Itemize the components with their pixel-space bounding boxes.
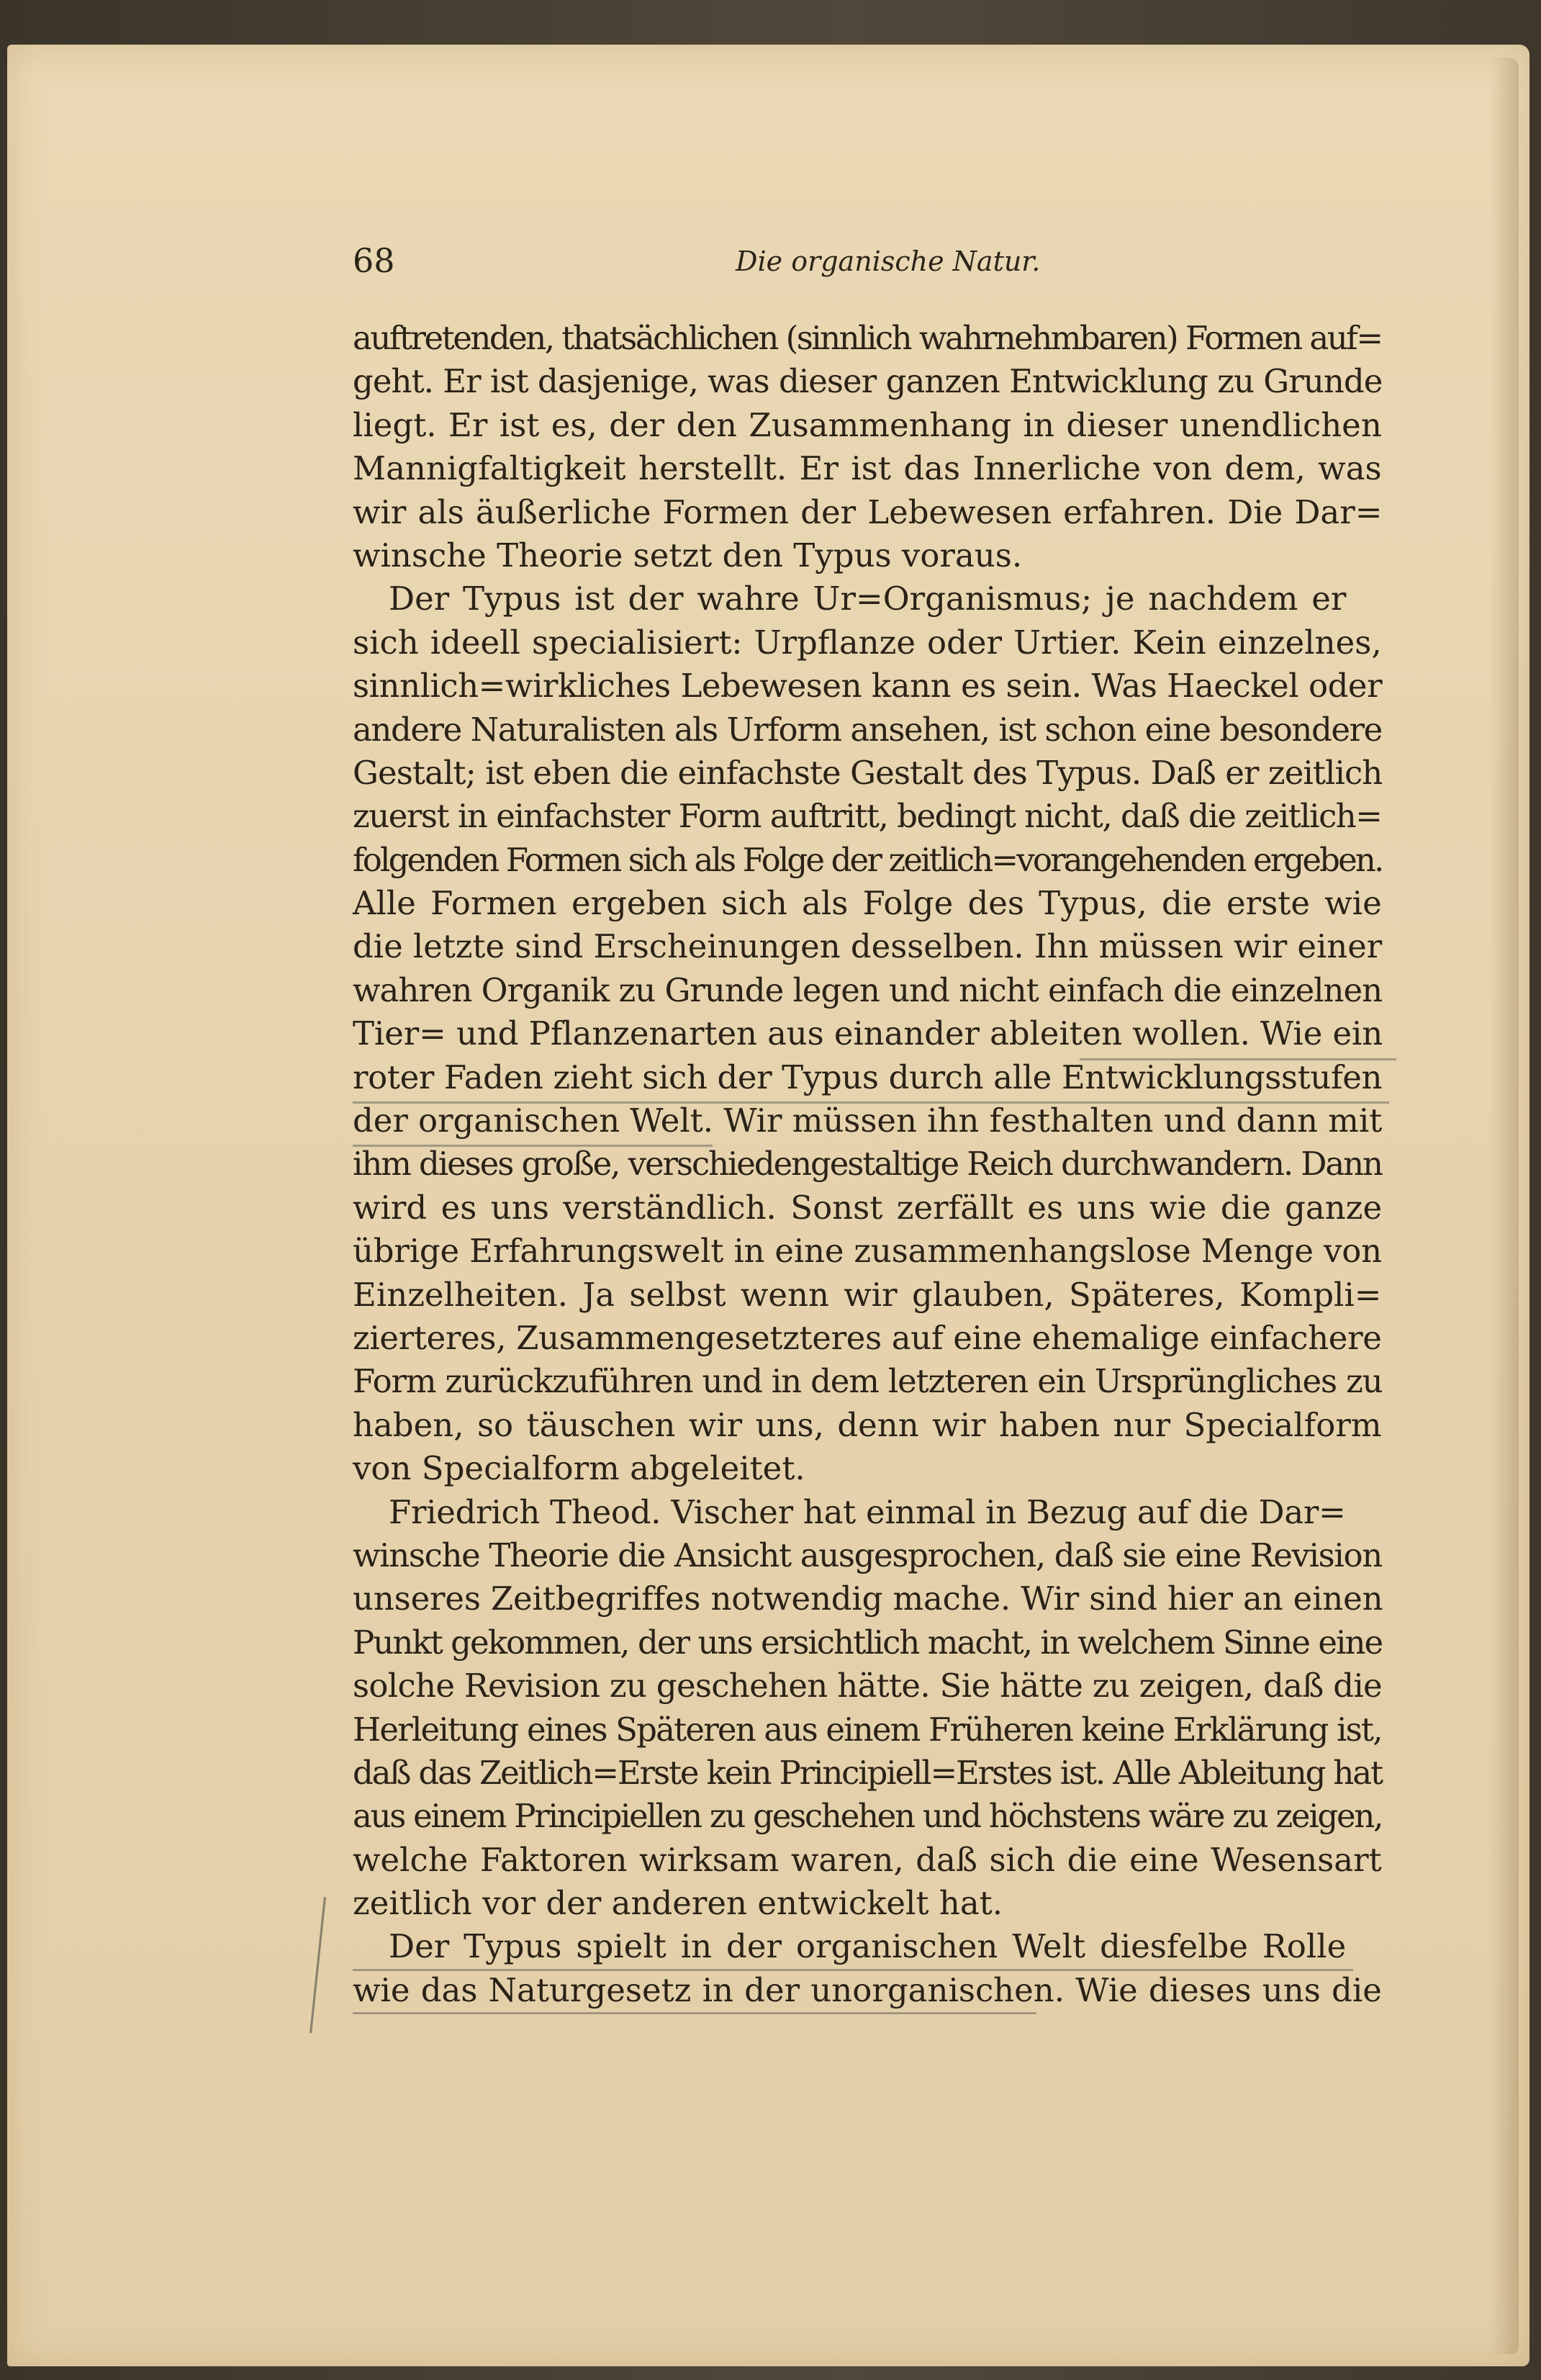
text-line: Mannigfaltigkeit herstellt. Er ist das Innerliche von dem, was [353, 449, 1382, 488]
text-line: übrige Erfahrungswelt in eine zusammenhangslose Menge von [353, 1232, 1382, 1271]
text-line: geht. Er ist dasjenige, was dieser ganzen Entwicklung zu Grunde [353, 362, 1383, 401]
text-line: wie das Naturgesetz in der unorganischen. Wie dieses uns die [353, 1970, 1382, 2009]
text-line: Einzelheiten. Ja selbst wenn wir glauben, Späteres, Kompli= [353, 1275, 1382, 1314]
text-line: Tier= und Pflanzenarten aus einander ableiten wollen. Wie ein [353, 1014, 1383, 1053]
page-header [353, 241, 1396, 292]
text-line: zeitlich vor der anderen entwickelt hat. [353, 1884, 1003, 1923]
text-line: von Specialform abgeleitet. [353, 1449, 805, 1488]
text-line: wahren Organik zu Grunde legen und nicht einfach die einzelnen [353, 970, 1383, 1009]
text-line: Form zurückzuführen und in dem letzteren ein Ursprüngliches zu [353, 1362, 1383, 1401]
text-line: andere Naturalisten als Urform ansehen, ist schon eine besondere [353, 710, 1382, 749]
text-line: sich ideell specialisiert: Urpflanze oder Urtier. Kein einzelnes, [353, 623, 1382, 662]
pencil-underline [1080, 1058, 1396, 1060]
body-text [353, 317, 1382, 2012]
text-line: solche Revision zu geschehen hätte. Sie hätte zu zeigen, daß die [353, 1667, 1382, 1705]
text-line: auftretenden, thatsächlichen (sinnlich wahrnehmbaren) Formen auf= [353, 319, 1382, 357]
text-line: Herleitung eines Späteren aus einem Früheren keine Erklärung ist, [353, 1710, 1382, 1749]
text-line: Punkt gekommen, der uns ersichtlich macht, in welchem Sinne eine [353, 1623, 1383, 1662]
running-head: Die organische Natur. [736, 245, 1041, 277]
pencil-underline [353, 1145, 713, 1147]
text-line: Der Typus spielt in der organischen Welt diesfelbe Rolle [389, 1927, 1347, 1966]
text-line: zuerst in einfachster Form auftritt, bedingt nicht, daß die zeitlich= [353, 797, 1382, 836]
text-line: liegt. Er ist es, der den Zusammenhang in dieser unendlichen [353, 405, 1382, 444]
text-line: Friedrich Theod. Vischer hat einmal in Bezug auf die Dar= [389, 1492, 1346, 1531]
page-edge-shadow [1490, 58, 1519, 2354]
text-line: unseres Zeitbegriffes notwendig mache. Wir sind hier an einen [353, 1579, 1383, 1618]
page-number: 68 [353, 241, 395, 280]
text-line: der organischen Welt. Wir müssen ihn festhalten und dann mit [353, 1101, 1383, 1140]
pencil-underline [353, 1969, 1353, 1971]
text-line: winsche Theorie setzt den Typus voraus. [353, 536, 1023, 574]
text-line: folgenden Formen sich als Folge der zeitlich=vorangehenden ergeben. [353, 840, 1383, 879]
pencil-underline [353, 1101, 1389, 1104]
text-line: welche Faktoren wirksam waren, daß sich die eine Wesensart [353, 1840, 1382, 1879]
text-line: Gestalt; ist eben die einfachste Gestalt des Typus. Daß er zeitlich [353, 753, 1383, 792]
text-line: die letzte sind Erscheinungen desselben. Ihn müssen wir einer [353, 927, 1383, 966]
pencil-underline [353, 2012, 1036, 2014]
text-line: winsche Theorie die Ansicht ausgesprochen, daß sie eine Revision [353, 1536, 1382, 1574]
text-line: zierteres, Zusammengesetzteres auf eine ehemalige einfachere [353, 1318, 1382, 1357]
text-line: wird es uns verständlich. Sonst zerfällt es uns wie die ganze [353, 1188, 1383, 1227]
text-line: haben, so täuschen wir uns, denn wir haben nur Specialform [353, 1405, 1382, 1444]
text-line: aus einem Principiellen zu geschehen und höchstens wäre zu zeigen, [353, 1797, 1383, 1836]
text-line: ihm dieses große, verschiedengestaltige Reich durchwandern. Dann [353, 1145, 1382, 1184]
text-line: wir als äußerliche Formen der Lebewesen erfahren. Die Dar= [353, 492, 1383, 531]
text-line: sinnlich=wirkliches Lebewesen kann es sein. Was Haeckel oder [353, 667, 1383, 706]
text-line: roter Faden zieht sich der Typus durch alle Entwicklungsstufen [353, 1058, 1383, 1096]
text-line: daß das Zeitlich=Erste kein Principiell=Erstes ist. Alle Ableitung hat [353, 1753, 1382, 1792]
text-line: Der Typus ist der wahre Ur=Organismus; je nachdem er [389, 580, 1347, 618]
text-line: Alle Formen ergeben sich als Folge des Typus, die erste wie [353, 884, 1382, 923]
